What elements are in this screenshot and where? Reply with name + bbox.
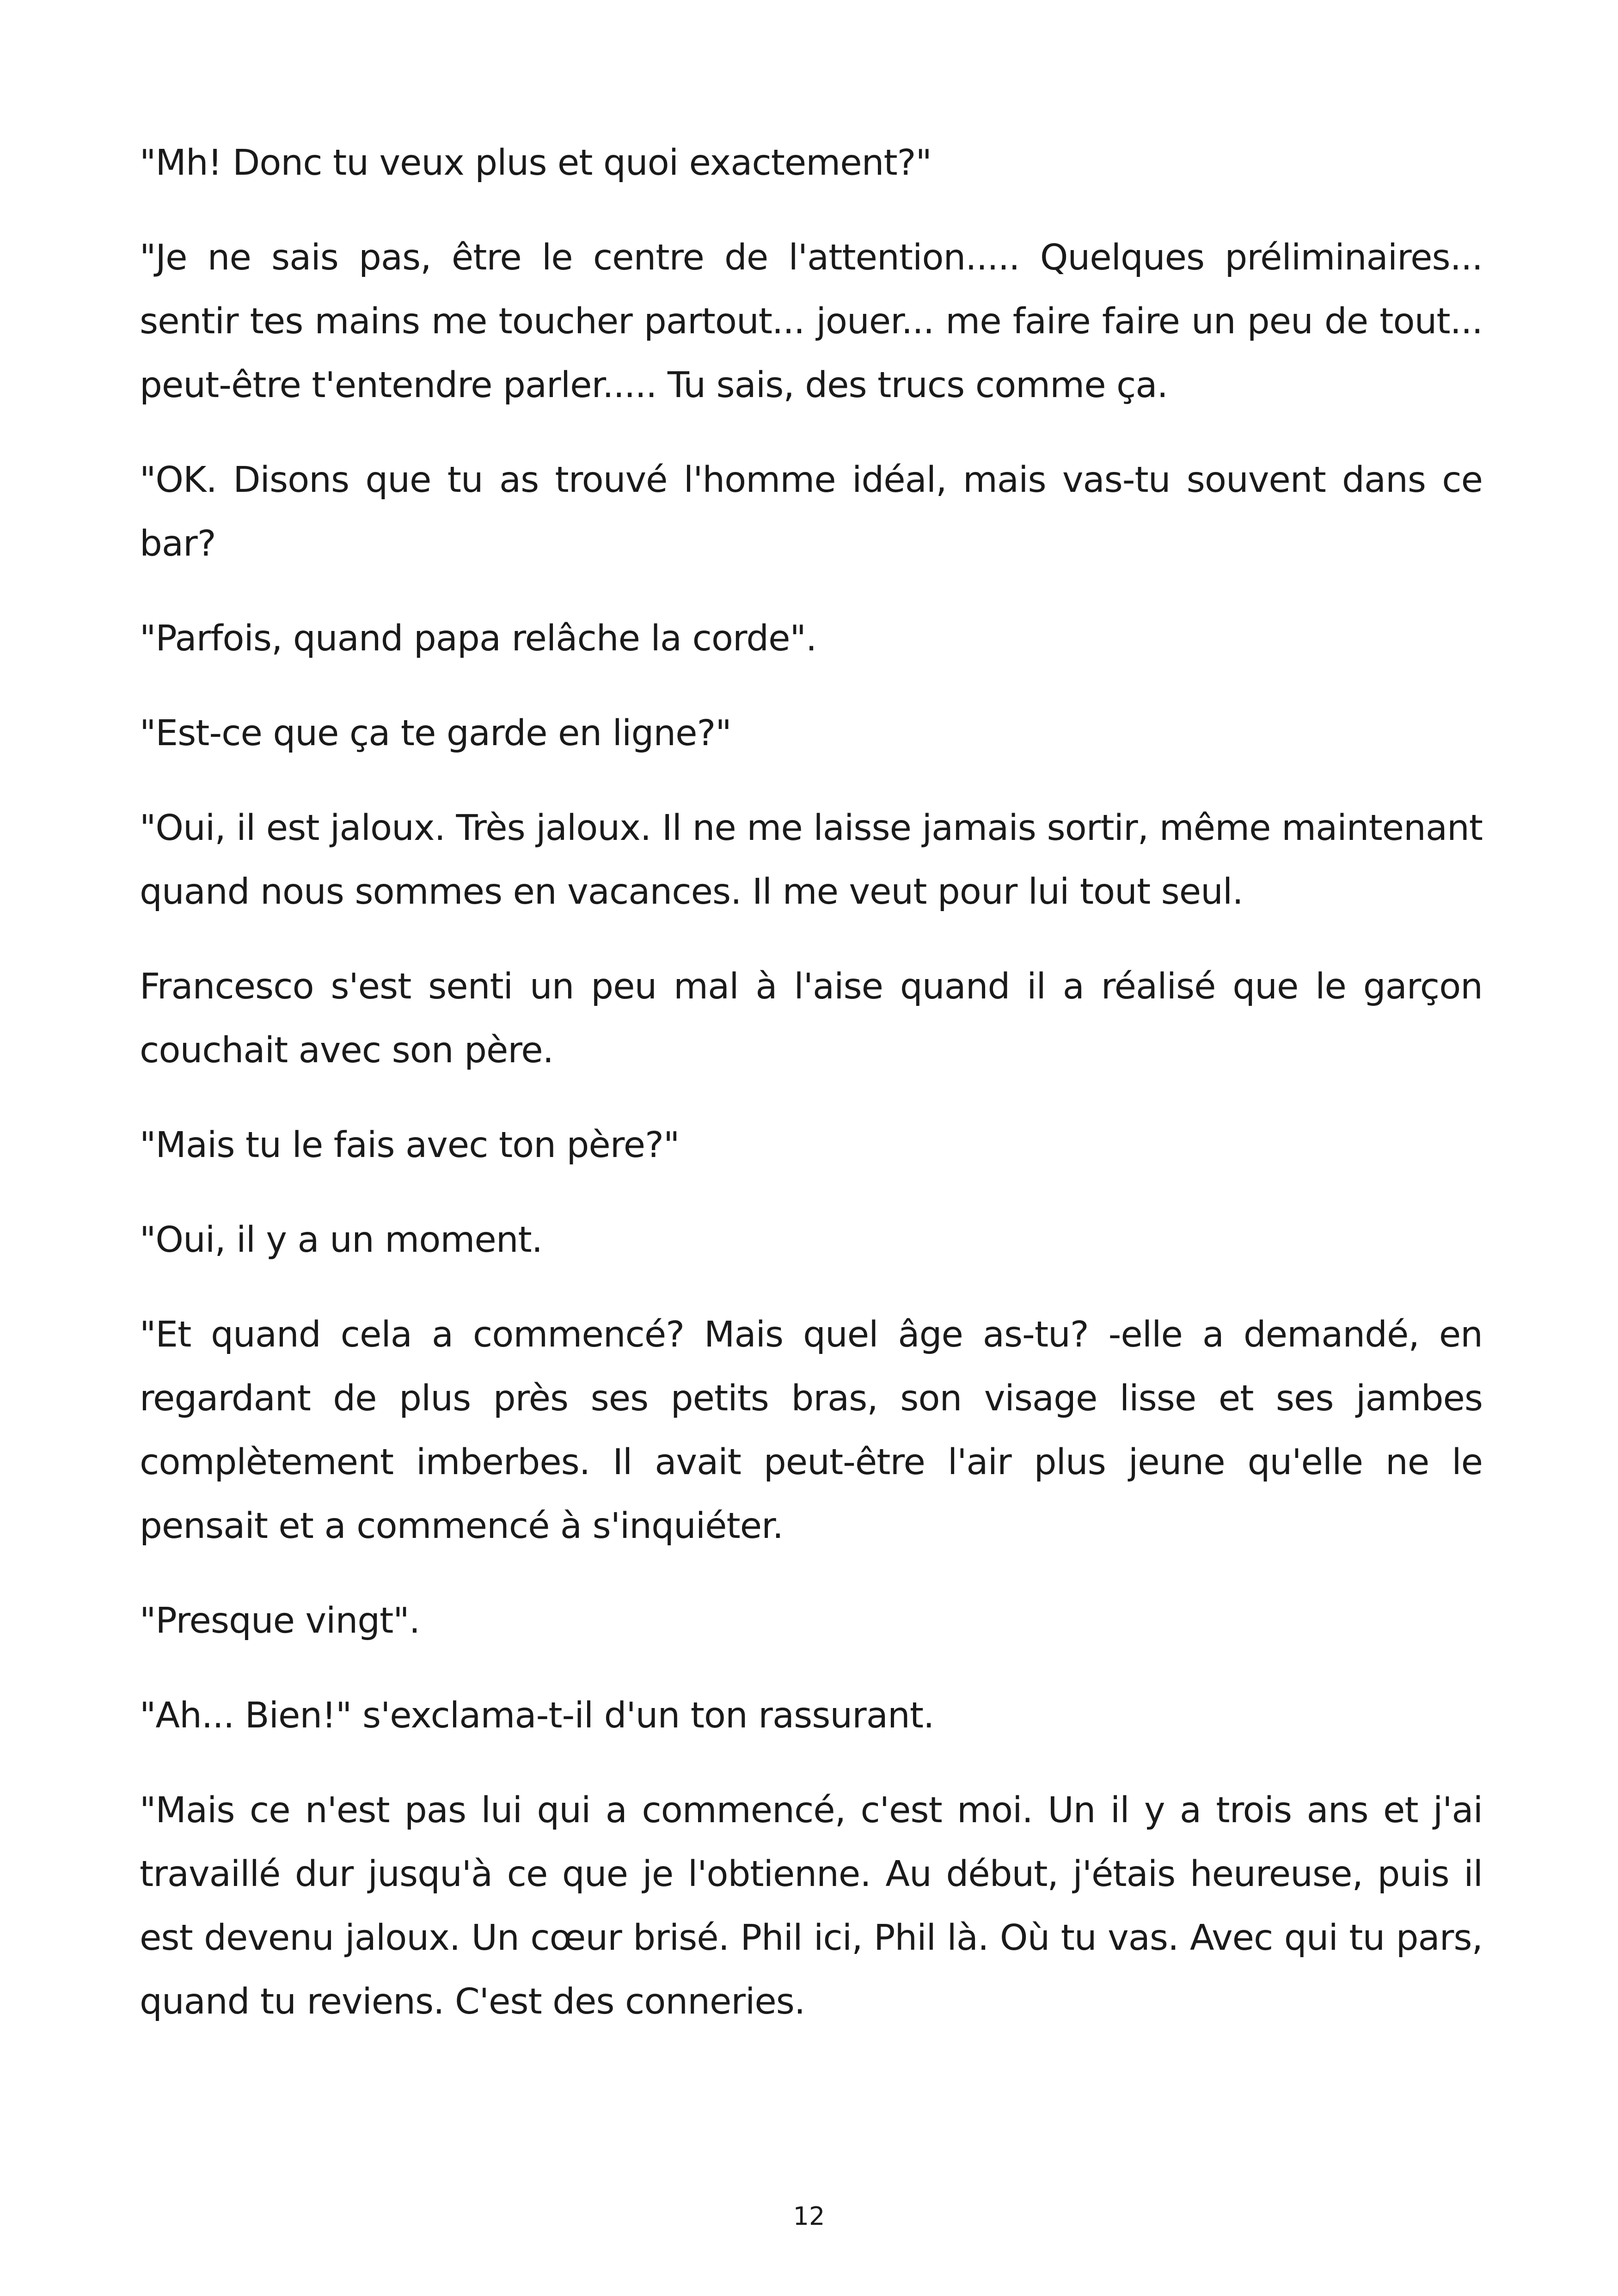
paragraph: "Presque vingt". [140, 1600, 420, 1641]
paragraph: "Oui, il y a un moment. [140, 1219, 543, 1261]
paragraph: "Et quand cela a commencé? Mais quel âge as-tu? -elle a demandé, en regardant de plus près ses petits bras, son visage lisse et ses jambes complètement imberbes. Il avait peut-être l'air plus jeune qu'elle ne le pensait et a commencé à s'inquiéter. [140, 1314, 1483, 1547]
paragraph: "Oui, il est jaloux. Très jaloux. Il ne me laisse jamais sortir, même maintenant quand nous sommes en vacances. Il me veut pour lui tout seul. [140, 808, 1483, 912]
paragraph: "Ah... Bien!" s'exclama-t-il d'un ton rassurant. [140, 1695, 934, 1736]
paragraph: "Mais tu le fais avec ton père?" [140, 1125, 680, 1166]
paragraph: "Mais ce n'est pas lui qui a commencé, c'est moi. Un il y a trois ans et j'ai travaillé dur jusqu'à ce que je l'obtienne. Au début, j'étais heureuse, puis il est devenu jaloux. Un cœur brisé. Phil ici, Phil là. Où tu vas. Avec qui tu pars, quand tu reviens. C'est des conneries. [140, 1790, 1483, 2022]
paragraph: "Est-ce que ça te garde en ligne?" [140, 713, 731, 754]
page-number: 12 [793, 2202, 825, 2231]
text-body [140, 131, 1483, 2065]
paragraph: "OK. Disons que tu as trouvé l'homme idéal, mais vas-tu souvent dans ce bar? [140, 459, 1483, 564]
paragraph: "Je ne sais pas, être le centre de l'attention..... Quelques préliminaires... sentir tes mains me toucher partout... jouer... me faire faire un peu de tout... peut-être t'entendre parler..... Tu sais, des trucs comme ça. [140, 237, 1483, 406]
paragraph: "Parfois, quand papa relâche la corde". [140, 618, 817, 659]
paragraph: "Mh! Donc tu veux plus et quoi exactement?" [140, 142, 932, 184]
paragraph: Francesco s'est senti un peu mal à l'aise quand il a réalisé que le garçon couchait avec son père. [140, 966, 1483, 1071]
